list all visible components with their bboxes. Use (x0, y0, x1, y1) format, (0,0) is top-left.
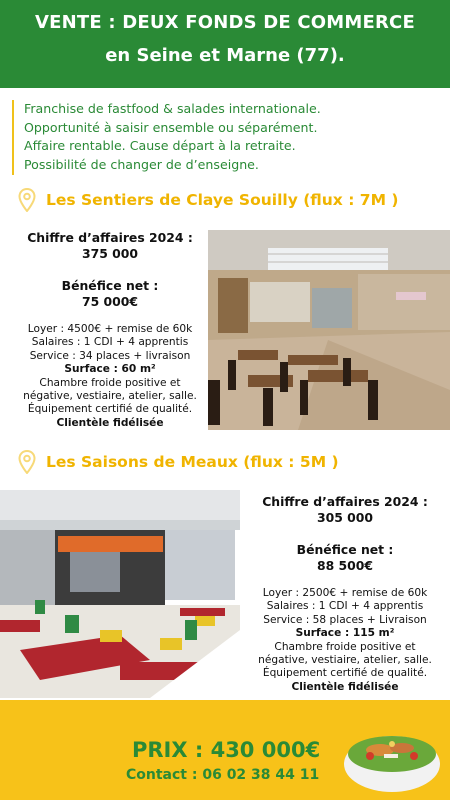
intro-block (12, 100, 442, 175)
section-title-claye (18, 186, 398, 214)
price-text: PRIX : 430 000€ (132, 738, 321, 762)
description-line: Chambre froide positive et (274, 640, 416, 653)
service-text: Service : 58 places + Livraison (263, 613, 427, 626)
intro-line: Franchise de fastfood & salades internationale. (24, 101, 321, 116)
ca-value: 375 000 (81, 246, 139, 261)
description-line: Chambre froide positive et (39, 376, 181, 389)
ca-label: Chiffre d’affaires 2024 : (262, 494, 428, 509)
salaires-text: Salaires : 1 CDI + 4 apprentis (266, 600, 424, 613)
location-pin-icon (18, 188, 36, 212)
restaurant-photo-claye (208, 230, 450, 430)
intro-line: Possibilité de changer de d’enseigne. (24, 156, 259, 172)
header-banner (0, 0, 450, 88)
intro-line: Opportunité à saisir ensemble ou séparément. (24, 119, 318, 135)
surface-text: Surface : 60 m² (64, 363, 156, 376)
loyer-text: Loyer : 4500€ + remise de 60k (27, 323, 193, 335)
section-title-text: Les Sentiers de Claye Souilly (flux : 7M ) (46, 191, 399, 209)
header-title-line1: VENTE : DEUX FONDS DE COMMERCE (35, 12, 415, 33)
benefice-value: 88 500€ (316, 558, 374, 573)
surface-text: Surface : 115 m² (295, 627, 395, 640)
intro-line: Affaire rentable. Cause départ à la retraite. (24, 138, 296, 153)
ca-label: Chiffre d’affaires 2024 : (27, 230, 193, 245)
ca-value: 305 000 (316, 510, 374, 525)
section-info-meaux (240, 494, 450, 694)
benefice-label: Bénéfice net : (61, 278, 159, 293)
salad-bowl-image (340, 722, 444, 796)
description-line: Équipement certifié de qualité. (262, 667, 428, 680)
section-title-meaux (18, 448, 339, 476)
description-line: Équipement certifié de qualité. (27, 403, 193, 416)
contact-text: Contact : 06 02 38 44 11 (126, 767, 320, 783)
benefice-value: 75 000€ (81, 294, 139, 309)
restaurant-photo-meaux (0, 490, 240, 698)
service-text: Service : 34 places + livraison (29, 349, 191, 362)
description-line: négative, vestiaire, atelier, salle. (23, 390, 197, 403)
loyer-text: Loyer : 2500€ + remise de 60k (262, 587, 428, 599)
location-pin-icon (18, 450, 36, 474)
section-title-text: Les Saisons de Meaux (flux : 5M ) (46, 453, 339, 471)
clientele-text: Clientèle fidélisée (56, 416, 164, 429)
header-title-line2: en Seine et Marne (77). (105, 45, 345, 66)
description-line: négative, vestiaire, atelier, salle. (258, 654, 432, 667)
section-info-claye (10, 230, 210, 430)
benefice-label: Bénéfice net : (296, 542, 394, 557)
clientele-text: Clientèle fidélisée (291, 680, 399, 693)
salaires-text: Salaires : 1 CDI + 4 apprentis (31, 336, 189, 349)
